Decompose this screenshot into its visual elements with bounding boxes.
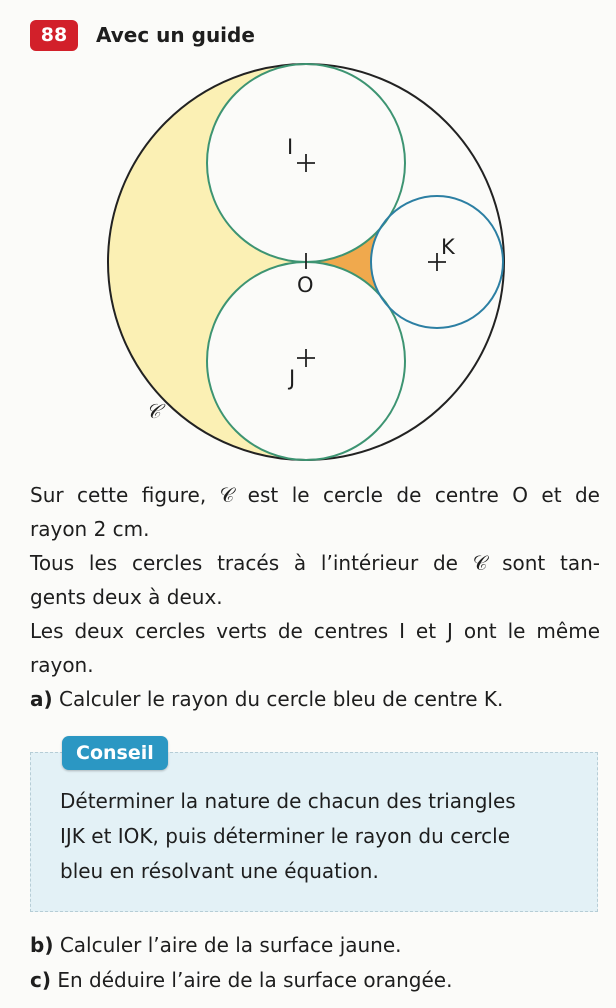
question-c [30, 963, 600, 998]
question-a-letter: a) [30, 687, 53, 711]
question-c-letter: c) [30, 968, 51, 992]
label-o: O [297, 273, 314, 297]
conseil-label: Conseil [62, 736, 168, 770]
remaining-questions [30, 928, 600, 998]
statement-line-5: Les deux cercles verts de centres I et J ont le même [30, 619, 600, 643]
question-b [30, 928, 600, 963]
question-b-text: Calculer l’aire de la surface jaune. [59, 933, 402, 957]
statement-line-1: Sur cette figure, 𝒞 est le cercle de centre O et de [30, 483, 600, 507]
conseil-line-2: IJK et IOK, puis déterminer le rayon du cercle [60, 824, 511, 848]
question-a [30, 682, 600, 716]
question-a-text: Calculer le rayon du cercle bleu de centre K. [59, 687, 504, 711]
label-circle-c: 𝒞 [146, 399, 161, 423]
conseil-line-1: Déterminer la nature de chacun des triangles [60, 789, 516, 813]
statement [30, 478, 600, 716]
label-i: I [287, 135, 294, 159]
question-b-letter: b) [30, 933, 54, 957]
conseil-line-3: bleu en résolvant une équation. [60, 859, 379, 883]
label-j: J [289, 366, 296, 390]
statement-line-4: gents deux à deux. [30, 585, 223, 609]
conseil-text [60, 784, 580, 889]
label-k: K [441, 235, 455, 259]
exercise-number-badge: 88 [30, 20, 78, 51]
geometry-figure [0, 50, 616, 470]
exercise-title: Avec un guide [96, 23, 255, 47]
statement-line-3: Tous les cercles tracés à l’intérieur de 𝒞 sont tan- [30, 551, 600, 575]
statement-line-2: rayon 2 cm. [30, 517, 150, 541]
question-c-text: En déduire l’aire de la surface orangée. [57, 968, 453, 992]
exercise-header [30, 18, 255, 52]
statement-line-6: rayon. [30, 653, 94, 677]
